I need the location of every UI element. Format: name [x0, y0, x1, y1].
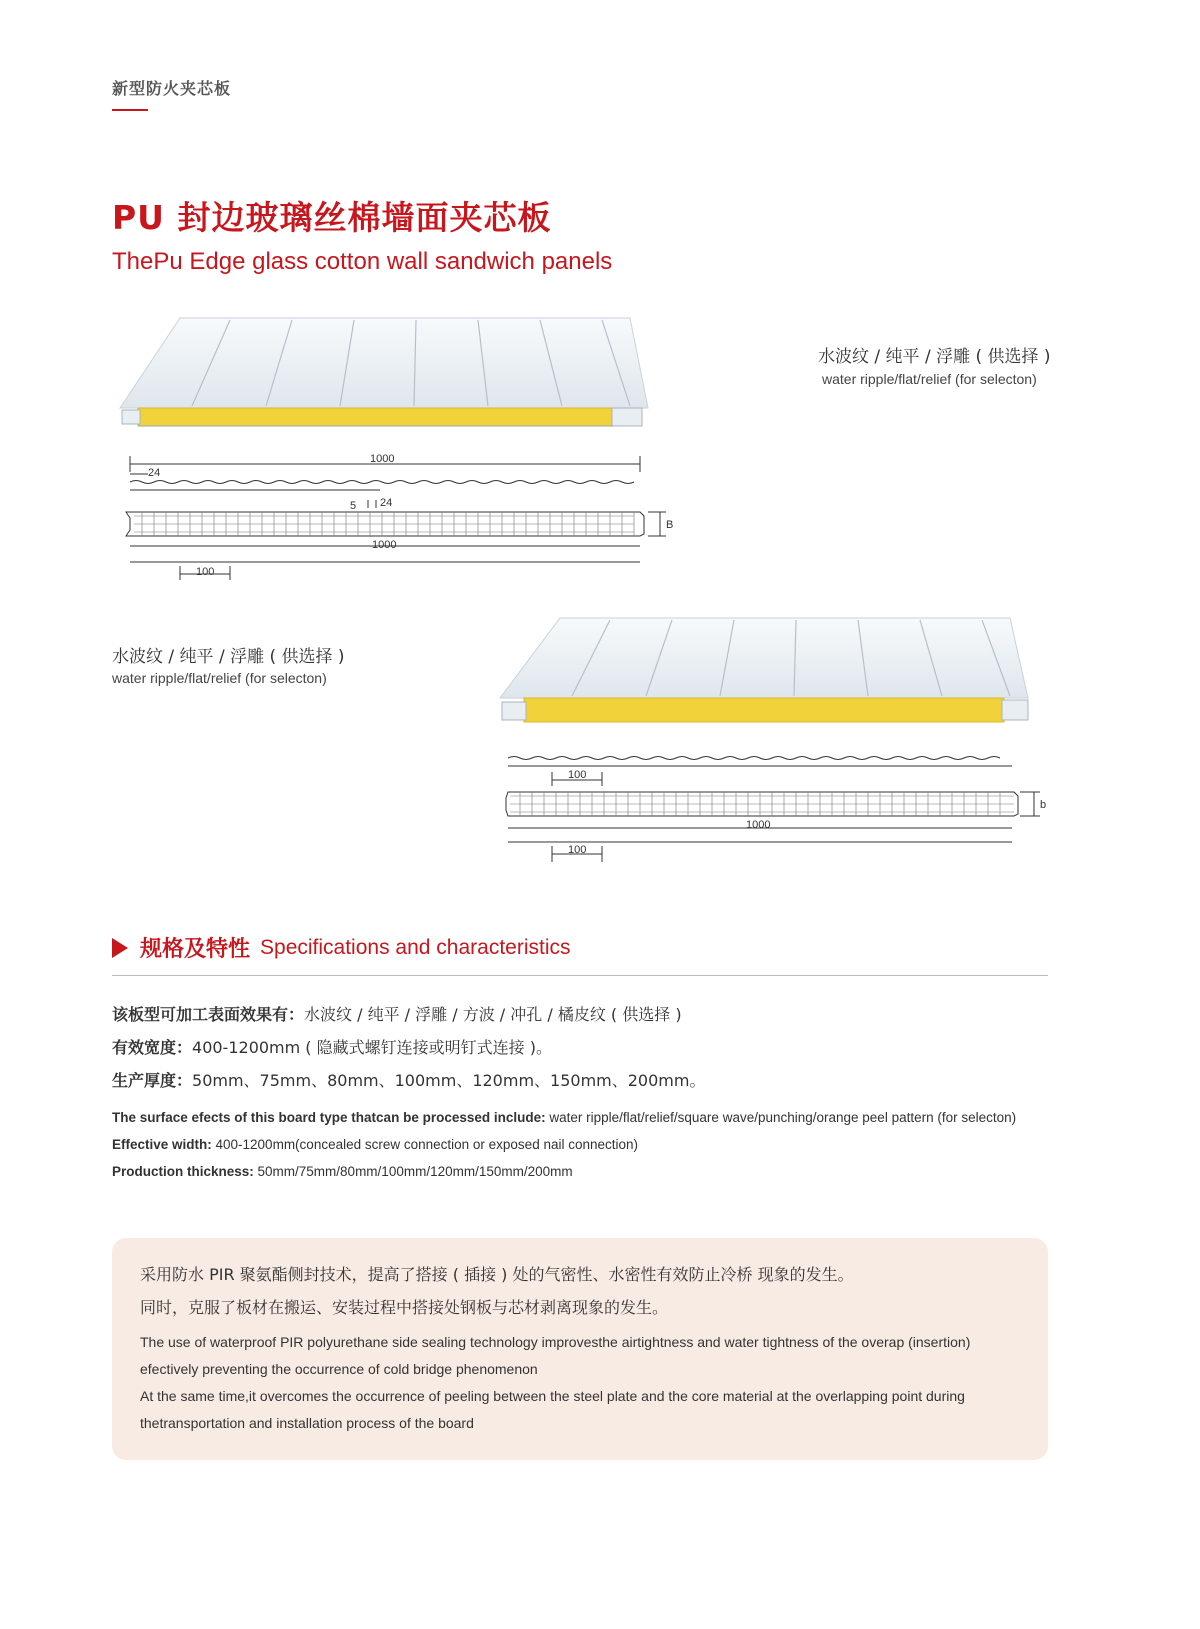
note-cn-line-1: 采用防水 PIR 聚氨酯侧封技术，提高了搭接 ( 插接 ) 处的气密性、水密性有效防止冷桥 现象的发生。	[140, 1265, 854, 1284]
spec-surface-value-cn: 水波纹 / 纯平 / 浮雕 / 方波 / 冲孔 / 橘皮纹 ( 供选择 )	[304, 1005, 682, 1024]
spec-width-label-cn: 有效宽度：	[112, 1038, 193, 1057]
dim-thickness: B	[666, 519, 674, 531]
spec-surface-value-en: water ripple/flat/relief/square wave/punching/orange peel pattern (for selecton)	[545, 1110, 1017, 1125]
panel-2-drawing	[500, 752, 1050, 872]
spec-surface-cn	[112, 1002, 682, 1025]
spec-width-value-en: 400-1200mm(concealed screw connection or exposed nail connection)	[211, 1137, 639, 1152]
specs-heading-cn: 规格及特性	[140, 937, 251, 962]
panel-2-option-en: water ripple/flat/relief (for selecton)	[112, 670, 327, 686]
dim-width-bottom: 1000	[372, 539, 397, 551]
spec-thickness-value-en: 50mm/75mm/80mm/100mm/120mm/150mm/200mm	[253, 1164, 573, 1179]
note-en-line-2: efectively preventing the occurrence of cold bridge phenomenon	[140, 1361, 538, 1377]
note-en-line-4: thetransportation and installation process of the board	[140, 1415, 474, 1431]
spec-surface-label-cn: 该板型可加工表面效果有：	[112, 1005, 305, 1024]
specs-divider	[112, 975, 1048, 976]
dim-pitch-bottom: 100	[568, 844, 587, 856]
dim-thickness-b: b	[1040, 799, 1047, 811]
dim-step: 5	[350, 500, 357, 512]
spec-thickness-value-cn: 50mm、75mm、80mm、100mm、120mm、150mm、200mm。	[192, 1071, 706, 1090]
triangle-icon	[112, 938, 128, 958]
dim-edge-2: 24	[380, 497, 393, 509]
spec-thickness-cn	[112, 1068, 705, 1091]
panel-1-option-en: water ripple/flat/relief (for selecton)	[822, 371, 1037, 387]
dim-width-top: 1000	[370, 453, 395, 465]
spec-width-value-cn: 400-1200mm ( 隐藏式螺钉连接或明钉式连接 )。	[192, 1038, 552, 1057]
note-en-line-1: The use of waterproof PIR polyurethane side sealing technology improvesthe airtightness and water tightness of the overap (insertion)	[140, 1334, 971, 1350]
spec-surface-label-en: The surface efects of this board type thatcan be processed include:	[112, 1110, 546, 1125]
page-title-en: ThePu Edge glass cotton wall sandwich panels	[112, 248, 613, 275]
page-title-cn: PU 封边玻璃丝棉墙面夹芯板	[112, 198, 552, 237]
spec-surface-en	[112, 1110, 1016, 1125]
panel-1-option-cn: 水波纹 / 纯平 / 浮雕 ( 供选择 )	[818, 347, 1051, 367]
dim-edge: 24	[148, 467, 161, 479]
spec-width-en	[112, 1137, 638, 1152]
spec-thickness-label-en: Production thickness:	[112, 1164, 254, 1179]
dim-pitch: 100	[196, 566, 215, 578]
section-rule	[112, 109, 148, 111]
panel-1-image	[118, 316, 658, 431]
dim-width: 1000	[746, 819, 771, 831]
spec-thickness-label-cn: 生产厚度：	[112, 1071, 193, 1090]
section-label: 新型防火夹芯板	[112, 79, 232, 98]
spec-width-label-en: Effective width:	[112, 1137, 212, 1152]
note-en-line-3: At the same time,it overcomes the occurrence of peeling between the steel plate and the core material at the overlapping point during	[140, 1388, 965, 1404]
panel-1-drawing	[118, 448, 678, 588]
panel-2-option-cn: 水波纹 / 纯平 / 浮雕 ( 供选择 )	[112, 647, 345, 667]
specs-heading	[112, 932, 571, 963]
spec-width-cn	[112, 1035, 552, 1058]
note-cn-line-2: 同时，克服了板材在搬运、安装过程中搭接处钢板与芯材剥离现象的发生。	[140, 1298, 669, 1317]
dim-pitch-top: 100	[568, 769, 587, 781]
specs-heading-en: Specifications and characteristics	[260, 935, 571, 959]
panel-2-image	[498, 616, 1038, 731]
spec-thickness-en	[112, 1164, 573, 1179]
